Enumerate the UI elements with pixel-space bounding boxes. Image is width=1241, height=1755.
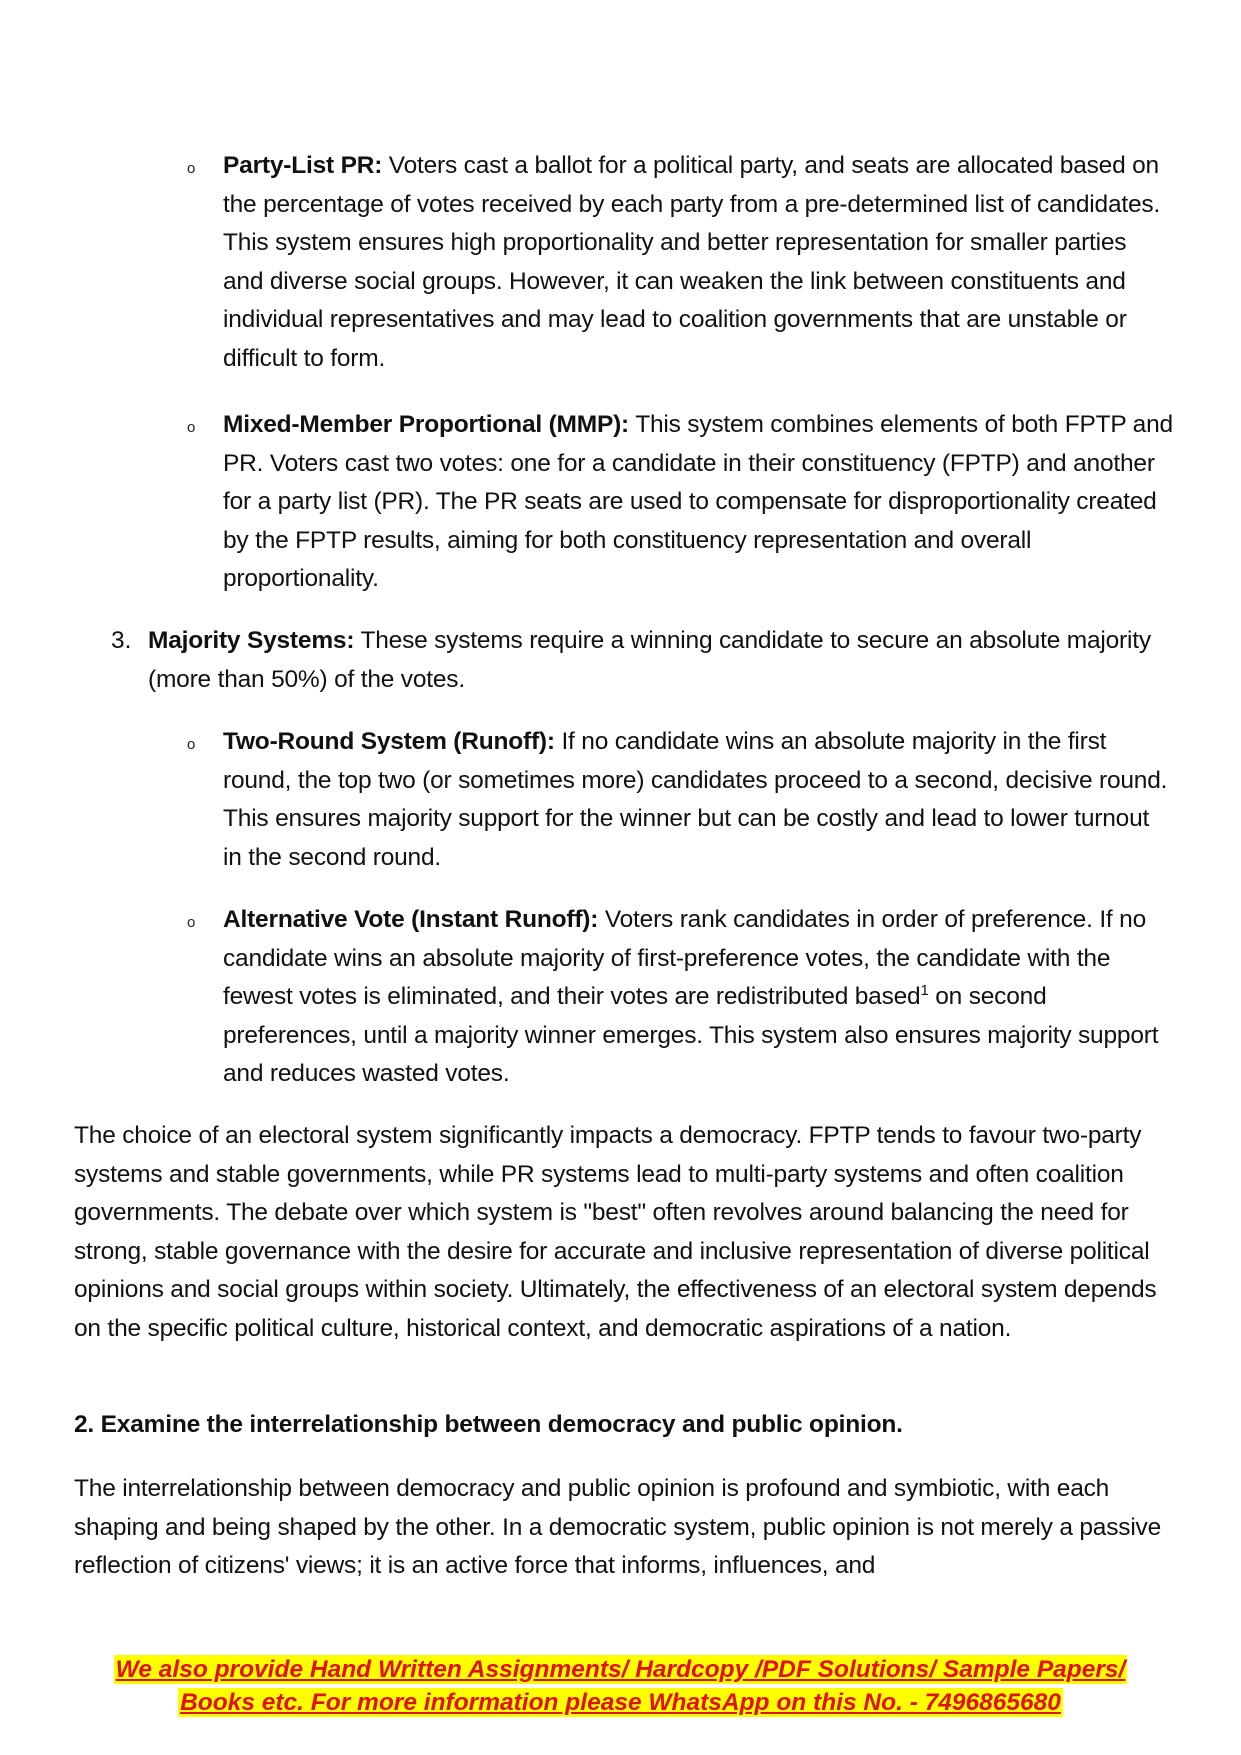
item-text: Voters rank candidates in order of preference. If no candidate wins an absolute majority of first-preference votes, the candidate with the fewest votes is eliminated, and their votes are redistributed based xyxy=(223,906,1146,1011)
list-number: 3. xyxy=(111,627,132,654)
conclusion-paragraph: The choice of an electoral system significantly impacts a democracy. FPTP tends to favour two-party systems and stable governments, while PR systems lead to multi-party systems and often coalition governments. The debate over which system is "best" often revolves around balancing the need for strong, stable governance with the desire for accurate and inclusive representation of diverse political opinions and social groups within society. Ultimately, the effectiveness of an electoral system depends on the specific political culture, historical context, and democratic aspirations of a nation. xyxy=(74,1122,1157,1342)
footnote-reference[interactable]: 1 xyxy=(920,982,929,1000)
term-label: Two-Round System (Runoff): xyxy=(223,728,555,755)
list-item-alternative-vote xyxy=(223,901,1183,1094)
list-item-party-list-pr xyxy=(223,147,1173,379)
bullet-marker: o xyxy=(187,736,196,753)
term-label: Majority Systems: xyxy=(148,627,355,654)
bullet-marker: o xyxy=(187,914,196,931)
term-label: Alternative Vote (Instant Runoff): xyxy=(223,906,599,933)
term-label: Mixed-Member Proportional (MMP): xyxy=(223,411,630,438)
item-text: Voters cast a ballot for a political party, and seats are allocated based on the percentage of votes received by each party from a pre-determined list of candidates. This system ensures high proportionality and better representation for smaller parties and diverse social groups. However, it can weaken the link between constituents and individual representatives and may lead to coalition governments that are unstable or difficult to form. xyxy=(223,152,1161,372)
question-heading: 2. Examine the interrelationship between democracy and public opinion. xyxy=(74,1411,903,1438)
bullet-marker: o xyxy=(187,419,196,436)
footer-line-1: We also provide Hand Written Assignments/ Hardcopy /PDF Solutions/ Sample Papers/ xyxy=(115,1656,1126,1683)
item-text: If no candidate wins an absolute majority in the first round, the top two (or sometimes more) candidates proceed to a second, decisive round. This ensures majority support for the winner but can be costly and lead to lower turnout in the second round. xyxy=(223,728,1168,871)
term-label: Party-List PR: xyxy=(223,152,383,179)
item-text: This system combines elements of both FPTP and PR. Voters cast two votes: one for a candidate in their constituency (FPTP) and another for a party list (PR). The PR seats are used to compensate for disproportionality created by the FPTP results, aiming for both constituency representation and overall proportionality. xyxy=(223,411,1173,593)
item-text: These systems require a winning candidate to secure an absolute majority (more than 50%) of the votes. xyxy=(148,627,1151,693)
list-item-majority-systems xyxy=(148,622,1168,699)
bullet-marker: o xyxy=(187,160,196,177)
footer-advertisement xyxy=(0,1653,1241,1719)
list-item-mmp xyxy=(223,406,1173,599)
item-text-continued: on second preferences, until a majority winner emerges. This system also ensures majority support and reduces wasted votes. xyxy=(223,983,1159,1088)
list-item-two-round xyxy=(223,723,1173,877)
answer-paragraph: The interrelationship between democracy and public opinion is profound and symbiotic, with each shaping and being shaped by the other. In a democratic system, public opinion is not merely a passive reflection of citizens' views; it is an active force that informs, influences, and xyxy=(74,1475,1162,1580)
footer-line-2: Books etc. For more information please WhatsApp on this No. - 7496865680 xyxy=(180,1689,1061,1716)
